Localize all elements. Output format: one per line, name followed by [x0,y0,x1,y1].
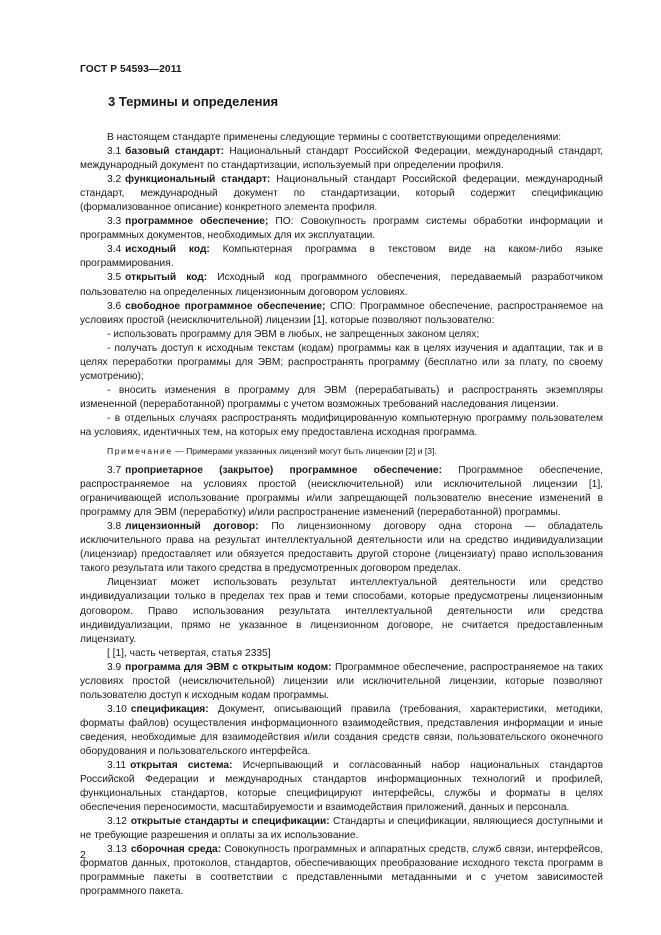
term-definition: Совокупность программных и аппаратных средств, служб связи, интерфейсов, форматов данных, протоколов, стандартов, обеспечивающих преобразование исходного текста программ в программные пакеты в соответствии с представленными метаданными и с учетом зависимостей программного пакета. [80,844,603,898]
term-number: 3.12 [107,816,127,828]
term-definition: СПО: Программное обеспечение, распространяемое на условиях простой (неисключительной) лицензии [1], которые позволяют пользователю: [80,300,604,326]
term-number: 3.6 [107,300,122,312]
term-number: 3.2 [107,174,122,186]
term-definition: Программное обеспечение, распространяемое на таких условиях простой (неисключительной) лицензии или исключительной лицензии, которые позволяют пользователю доступ к исходным кодам программы. [80,661,603,701]
document-body [80,131,603,899]
term-definition: Национальный стандарт Российской федерации, международный стандарт, международный документ по стандартизации, который содержит спецификацию (формализованное описание) конкретного элемента профиля. [80,174,603,214]
term-number: 3.4 [107,244,122,256]
term-name: исходный код: [125,244,210,256]
term-name: свободное программное обеспечение; [125,300,326,312]
term-number: 3.9 [107,661,122,673]
list-item: - в отдельных случаях распространять модифицированную компьютерную программу пользователем на условиях, идентичных тем, на которых ему предоставлена исходная программа. [80,412,603,438]
term-number: 3.13 [107,844,127,856]
term-definition: По лицензионному договору одна сторона — обладатель исключительного права на результат интеллектуальной деятельности или на средство индивидуализации (лицензиар) предоставляет или обязуется предоставить другой стороне (лицензиату) право использования такого результата или такого средства в предусмотренных договором пределах. [80,521,603,575]
term-3-9 [80,661,603,703]
term-definition: Исчерпывающий и согласованный набор национальных стандартов Российской Федерации и международных стандартов информационных технологий и профилей, функциональных стандартов, которые специфицируют интерфейсы, службы и форматы в целях обеспечения переносимости, масштабируемости и взаимодействия приложений, данных и персонала. [80,760,603,814]
citation: [ [1], часть четвертая, статья 2335] [107,647,271,659]
term-definition: ПО: Совокупность программ системы обработки информации и программных документов, необходимых для их эксплуатации. [80,216,603,242]
term-3-1 [80,145,603,173]
term-definition: Документ, описывающий правила (требования, характеристики, методики, форматы файлов) осуществления информационного взаимодействия, представления информации и иные сведения, необходимые для взаимодействия и/или создания средств связи, пользовательского оконечного оборудования и пользовательского интерфейса. [80,703,603,757]
list-item: - вносить изменения в программу для ЭВМ (перерабатывать) и распространять экземпляры измененной (переработанной) программы с учетом возможных требований наследования лицензии. [80,384,603,410]
term-number: 3.5 [107,272,122,284]
term-name: спецификация: [130,703,209,715]
term-3-3 [80,215,603,243]
term-3-4 [80,243,603,271]
intro-paragraph: В настоящем стандарте применены следующие термины с соответствующими определениями: [107,132,562,143]
term-number: 3.3 [107,216,122,228]
term-3-2 [80,173,603,215]
note [80,445,603,457]
term-name: лицензионный договор: [125,521,259,533]
note-label: Примечание [107,446,173,457]
term-definition: Стандарты и спецификации, являющиеся доступными и не требующие разрешения и оплаты за их использование. [80,816,603,842]
term-name: проприетарное (закрытое) программное обеспечение: [125,465,442,477]
term-number: 3.8 [107,521,122,533]
term-3-7 [80,464,603,520]
term-number: 3.7 [107,465,122,477]
note-text: — Примерами указанных лицензий могут быть лицензии [2] и [3]. [172,446,437,457]
term-3-6 [80,300,603,328]
term-definition: Программное обеспечение, распространяемое на условиях простой (неисключительной) или исключительной лицензии [1], ограничивающей использование программы и/или запрещающей пользователю внесение изменений в программу для ЭВМ (переработку) и/или распространение изменений (переработанной) программы. [80,465,603,519]
term-name: сборочная среда: [130,844,222,856]
term-3-8-paragraph: Лицензиат может использовать результат интеллектуальной деятельности или средство индивидуализации только в пределах тех прав и теми способами, которые предусмотрены лицензионным договором. Право использования результата интеллектуальной деятельности или средства индивидуализации, прямо не указанное в лицензионном договоре, не считается предоставленным лицензиату. [80,577,603,645]
list-item: - использовать программу для ЭВМ в любых, не запрещенных законом целях; [107,328,480,340]
term-number: 3.1 [107,146,122,158]
term-name: открытая система: [130,760,233,772]
term-3-10 [80,703,603,759]
section-title: 3 Термины и определения [108,94,279,109]
term-name: открытый код: [125,272,208,284]
term-3-5 [80,271,603,299]
term-3-11 [80,759,603,815]
term-3-13 [80,843,603,899]
document-code-header: ГОСТ Р 54593—2011 [80,64,182,75]
term-definition: Исходный код программного обеспечения, передаваемый разработчиком пользователю на определенных лицензионным договором условиях. [80,272,603,298]
page-number: 2 [80,849,86,861]
term-name: программное обеспечение; [125,216,269,228]
list-item: - получать доступ к исходным текстам (кодам) программы как в целях изучения и адаптации, так и в целях переработки программы для ЭВМ; распространять программу (бесплатно или за плату, по своему усмотрению); [80,342,603,382]
term-definition: Компьютерная программа в текстовом виде на каком-либо языке программирования. [80,244,603,270]
term-3-8 [80,520,603,576]
term-name: базовый стандарт: [125,146,224,158]
term-name: функциональный стандарт: [125,174,271,186]
term-number: 3.10 [107,703,127,715]
term-3-12 [80,815,603,843]
term-name: открытые стандарты и спецификации: [130,816,330,828]
term-number: 3.11 [107,760,127,772]
term-name: программа для ЭВМ с открытым кодом: [125,661,332,673]
term-definition: Национальный стандарт Российской Федерации, международный стандарт, международный документ по стандартизации, используемый при определении профиля. [80,146,603,172]
